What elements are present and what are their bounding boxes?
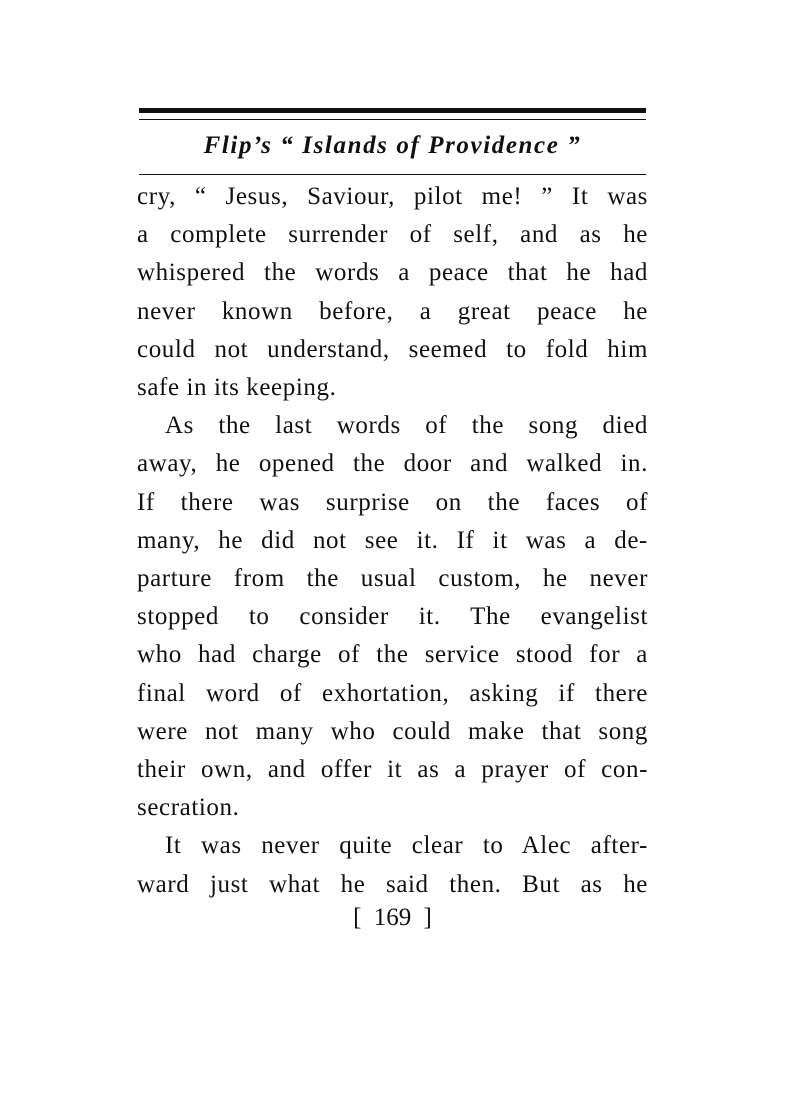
text-line: safe in its keeping. — [137, 374, 337, 402]
text-line: ward just what he said then. But as he — [137, 870, 648, 898]
body-text — [137, 178, 648, 904]
text-line: It was never quite clear to Alec after- — [165, 832, 648, 860]
header-rule-thick — [139, 108, 646, 113]
text-line: stopped to consider it. The evangelist — [137, 603, 648, 631]
text-line: never known before, a great peace he — [137, 297, 648, 325]
text-line: whispered the words a peace that he had — [137, 259, 648, 287]
text-line: final word of exhortation, asking if there — [137, 679, 648, 707]
text-line: away, he opened the door and walked in. — [137, 450, 648, 478]
running-head: Flip’s “ Islands of Providence ” — [203, 132, 582, 159]
text-line: were not many who could make that song — [137, 717, 648, 745]
header-rule-bottom — [139, 174, 646, 175]
text-line: parture from the usual custom, he never — [137, 565, 648, 593]
header-rule-thin — [139, 119, 646, 120]
text-line: a complete surrender of self, and as he — [137, 221, 648, 249]
page-number: [ 169 ] — [353, 904, 432, 931]
text-line: If there was surprise on the faces of — [137, 488, 648, 516]
text-line: their own, and offer it as a prayer of con- — [137, 756, 648, 784]
text-line: cry, “ Jesus, Saviour, pilot me! ” It was — [137, 183, 648, 210]
text-line: many, he did not see it. If it was a de- — [137, 526, 648, 554]
text-line: As the last words of the song died — [165, 412, 648, 440]
text-line: who had charge of the service stood for a — [137, 641, 648, 669]
text-line: could not understand, seemed to fold him — [137, 335, 648, 363]
text-line: secration. — [137, 794, 240, 822]
